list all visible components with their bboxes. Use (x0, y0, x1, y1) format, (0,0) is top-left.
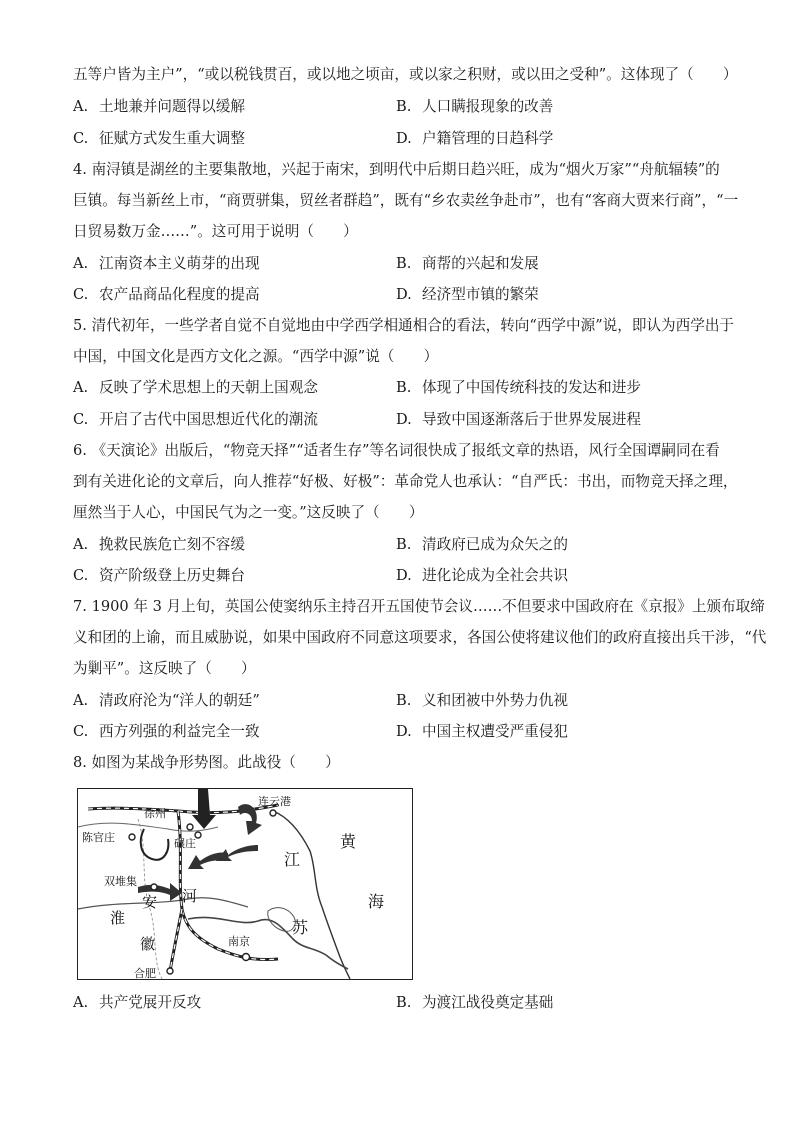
q3-option-c[interactable]: C. 征赋方式发生重大调整 (73, 130, 245, 147)
q4-option-b[interactable]: B. 商帮的兴起和发展 (396, 255, 539, 272)
q6-option-b[interactable]: B. 清政府已成为众矢之的 (396, 536, 568, 553)
label-chenguanzhuang: 陈官庄 (82, 831, 115, 844)
label-he: 河 (182, 887, 198, 905)
shuangduiji-marker (151, 884, 157, 890)
q3-option-b[interactable]: B. 人口瞒报现象的改善 (396, 98, 554, 115)
q7-option-c[interactable]: C. 西方列强的利益完全一致 (73, 723, 260, 740)
label-jiang: 江 (284, 850, 301, 869)
label-hai: 海 (368, 892, 385, 911)
q8-option-b[interactable]: B. 为渡江战役奠定基础 (396, 994, 554, 1011)
q7-option-d[interactable]: D. 中国主权遭受严重侵犯 (396, 723, 568, 740)
q4-option-c[interactable]: C. 农产品商品化程度的提高 (73, 286, 260, 303)
q5-option-a[interactable]: A. 反映了学术思想上的天朝上国观念 (73, 379, 318, 396)
q7-stem-line-1: 7. 1900 年 3 月上旬，英国公使窦纳乐主持召开五国使节会议……不但要求中国政府在《京报》上颁布取缔 (73, 598, 765, 615)
q3-option-a[interactable]: A. 土地兼并问题得以缓解 (73, 98, 245, 115)
nanjing-marker (243, 954, 250, 961)
encirclement-arc (141, 829, 169, 860)
q5-stem-line-2: 中国，中国文化是西方文化之源。“西学中源”说（ ） (73, 348, 439, 365)
q5-option-c[interactable]: C. 开启了古代中国思想近代化的潮流 (73, 411, 318, 428)
q7-stem-line-3: 为剿平”。这反映了（ ） (73, 660, 256, 677)
huai-river (78, 898, 248, 909)
q7-option-a[interactable]: A. 清政府沦为“洋人的朝廷” (73, 692, 260, 709)
xuzhou-marker (187, 824, 193, 830)
label-an: 安 (142, 893, 158, 911)
q5-option-b[interactable]: B. 体现了中国传统科技的发达和进步 (396, 379, 641, 396)
q6-option-a[interactable]: A. 挽救民族危亡刻不容缓 (73, 536, 245, 553)
label-nanjing: 南京 (228, 935, 250, 948)
label-su: 苏 (292, 918, 309, 937)
attack-arrow-1 (192, 789, 216, 829)
q6-stem-line-2: 到有关进化论的文章后，向人推荐“好极、好极”：革命党人也承认：“自严氏：书出，而物竞天择之理， (73, 473, 738, 490)
yangtze-river (188, 917, 348, 969)
label-hefei: 合肥 (134, 967, 156, 979)
q6-stem-line-1: 6. 《天演论》出版后，“物竞天择”“适者生存”等名词很快成了报纸文章的热语，风行全国谭嗣同在看 (73, 442, 720, 459)
label-shuangduiji: 双堆集 (104, 875, 137, 888)
q7-option-b[interactable]: B. 义和团被中外势力仇视 (396, 692, 568, 709)
label-hui: 徽 (140, 935, 156, 953)
q7-stem-line-2: 义和团的上谕，而且威胁说，如果中国政府不同意这项要求，各国公使将建议他们的政府直接出兵干涉，“代 (73, 629, 767, 646)
q4-stem-line-3: 日贸易数万金……”。这可用于说明（ ） (73, 223, 358, 240)
label-nianzhuang: 碾庄 (174, 837, 196, 850)
lianyungang-marker (270, 810, 276, 816)
q8-stem: 8. 如图为某战争形势图。此战役（ ） (73, 754, 340, 771)
war-situation-map (77, 788, 413, 980)
map-drawing (78, 789, 412, 979)
q4-stem-line-1: 4. 南浔镇是湖丝的主要集散地，兴起于南宋，到明代中后期日趋兴旺，成为“烟火万家”“舟航辐辏”的 (73, 161, 720, 178)
q4-stem-line-2: 巨镇。每当新丝上市，“商贾骈集，贸丝者群趋”，既有“乡农卖丝争赴市”，也有“客商大贾来行商”，“一 (73, 192, 739, 209)
hefei-marker (167, 968, 173, 974)
q6-option-d[interactable]: D. 进化论成为全社会共识 (396, 567, 568, 584)
q4-option-d[interactable]: D. 经济型市镇的繁荣 (396, 286, 539, 303)
coastline (273, 811, 350, 979)
q5-stem-line-1: 5. 清代初年，一些学者自觉不自觉地由中学西学相通相合的看法，转向“西学中源”说，即认为西学出于 (73, 317, 735, 334)
q6-stem-line-3: 厘然当于人心，中国民气为之一变。”这反映了（ ） (73, 504, 424, 521)
label-huai: 淮 (110, 909, 126, 927)
chenguanzhuang-marker (129, 834, 135, 840)
q4-option-a[interactable]: A. 江南资本主义萌芽的出现 (73, 255, 260, 272)
q6-option-c[interactable]: C. 资产阶级登上历史舞台 (73, 567, 245, 584)
q3-stem-continuation: 五等户皆为主户”，“或以税钱贯百，或以地之顷亩，或以家之积财，或以田之受种”。这体现了（ ） (73, 66, 738, 83)
q5-option-d[interactable]: D. 导致中国逐渐落后于世界发展进程 (396, 411, 641, 428)
label-lianyungang: 连云港 (258, 795, 291, 808)
q8-option-a[interactable]: A. 共产党展开反攻 (73, 994, 202, 1011)
label-huang: 黄 (340, 832, 357, 851)
river-line (78, 823, 218, 831)
q3-option-d[interactable]: D. 户籍管理的日趋科学 (396, 130, 554, 147)
label-xuzhou: 徐州 (144, 807, 166, 820)
